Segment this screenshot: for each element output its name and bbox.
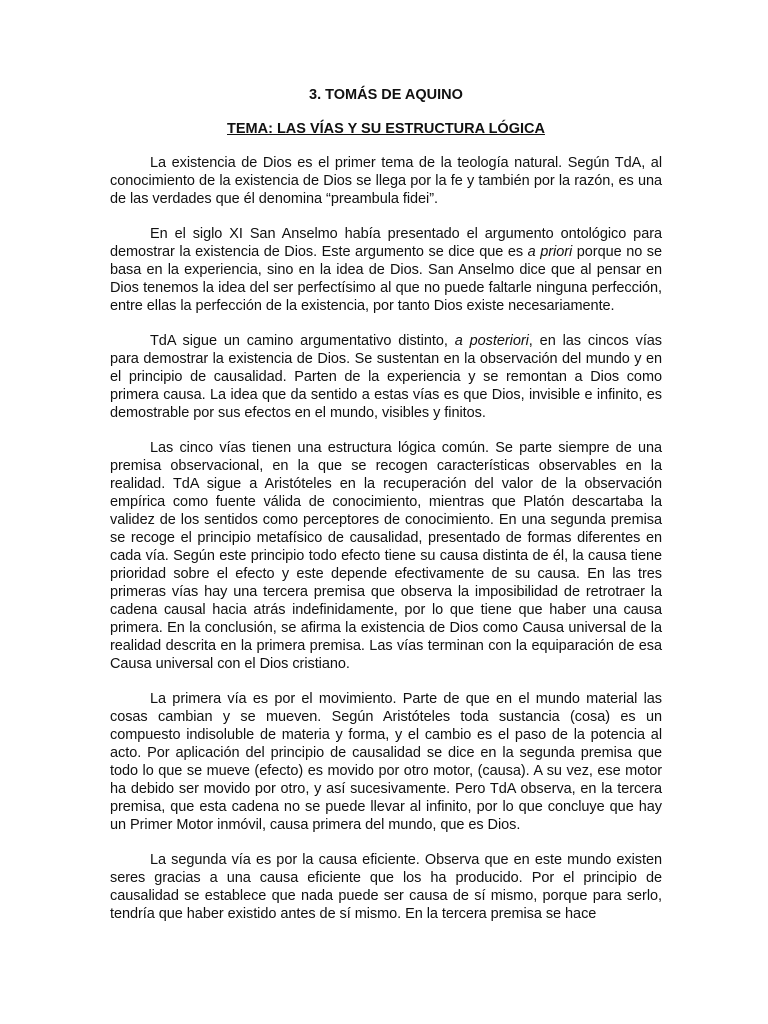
paragraph-text: La segunda vía es por la causa eficiente. Observa que en este mundo existen seres gracias a una causa eficiente que los ha producido. Por el principio de causalidad se establece que nada puede ser causa de sí mismo, porque para serlo, tendría que haber existido antes de sí mismo. En la tercera premisa se hace: [110, 852, 662, 922]
paragraph-text-before: En el siglo XI San Anselmo había presentado el argumento ontológico para demostrar la existencia de Dios. Este argumento se dice que es: [110, 226, 662, 260]
paragraph-preambula-fidei: [110, 154, 662, 208]
italic-term-a-posteriori: a posteriori: [454, 333, 529, 349]
paragraph-text-after: porque no se basa en la experiencia, sino en la idea de Dios. San Anselmo dice que al pensar en Dios tenemos la idea del ser perfectísimo al que no puede faltarle ninguna perfección, entre ellas la perfección de la existencia, por tanto Dios existe necesariamente.: [110, 244, 663, 314]
paragraph-primera-via: [110, 690, 662, 834]
paragraph-text: La primera vía es por el movimiento. Parte de que en el mundo material las cosas cambian y se mueven. Según Aristóteles toda sustancia (cosa) es un compuesto indisoluble de materia y forma, y el cambio es el paso de la potencia al acto. Por aplicación del principio de causalidad se dice en la segunda premisa que todo lo que se mueve (efecto) es movido por otro motor, (causa). A su vez, ese motor ha debido ser movido por otro, y así sucesivamente. Pero TdA observa, en la tercera premisa, que esta cadena no se puede llevar al infinito, por lo que concluye que hay un Primer Motor inmóvil, causa primera del mundo, que es Dios.: [110, 691, 662, 833]
paragraph-a-posteriori: [110, 332, 662, 422]
paragraph-segunda-via: [110, 851, 662, 923]
paragraph-text-after: , en las cincos vías para demostrar la existencia de Dios. Se sustentan en la observación del mundo y en el principio de causalidad. Parten de la experiencia y se remontan a Dios como primera causa. La idea que da sentido a estas vías es que Dios, invisible e infinito, es demostrable por sus efectos en el mundo, visibles y finitos.: [110, 333, 663, 421]
paragraph-text: Las cinco vías tienen una estructura lógica común. Se parte siempre de una premisa observacional, en la que se recogen características observables en la realidad. TdA sigue a Aristóteles en la recuperación del valor de la observación empírica como fuente válida de conocimiento, mientras que Platón descartaba la validez de los sentidos como perceptores de conocimiento. En una segunda premisa se recoge el principio metafísico de causalidad, presentado de formas diferentes en cada vía. Según este principio todo efecto tiene su causa distinta de él, la causa tiene prioridad sobre el efecto y este depende efectivamente de su causa. En las tres primeras vías hay una tercera premisa que observa la imposibilidad de retrotraer la cadena causal hacia atrás indefinidamente, por lo que tiene que haber una causa primera. En la conclusión, se afirma la existencia de Dios como Causa universal de la realidad descrita en la primera premisa. Las vías terminan con la equiparación de esa Causa universal con el Dios cristiano.: [110, 440, 662, 672]
paragraph-text: La existencia de Dios es el primer tema de la teología natural. Según TdA, al conocimiento de la existencia de Dios se llega por la fe y también por la razón, es una de las verdades que él denomina “preambula fidei”.: [110, 155, 662, 207]
document-subtitle: TEMA: LAS VÍAS Y SU ESTRUCTURA LÓGICA: [227, 121, 545, 137]
document-title: 3. TOMÁS DE AQUINO: [309, 87, 463, 103]
paragraph-san-anselmo: [110, 225, 662, 315]
italic-term-a-priori: a priori: [527, 244, 573, 260]
document-page: [110, 86, 662, 940]
paragraph-text-before: TdA sigue un camino argumentativo distinto,: [150, 333, 455, 349]
paragraph-estructura-logica: [110, 439, 662, 673]
